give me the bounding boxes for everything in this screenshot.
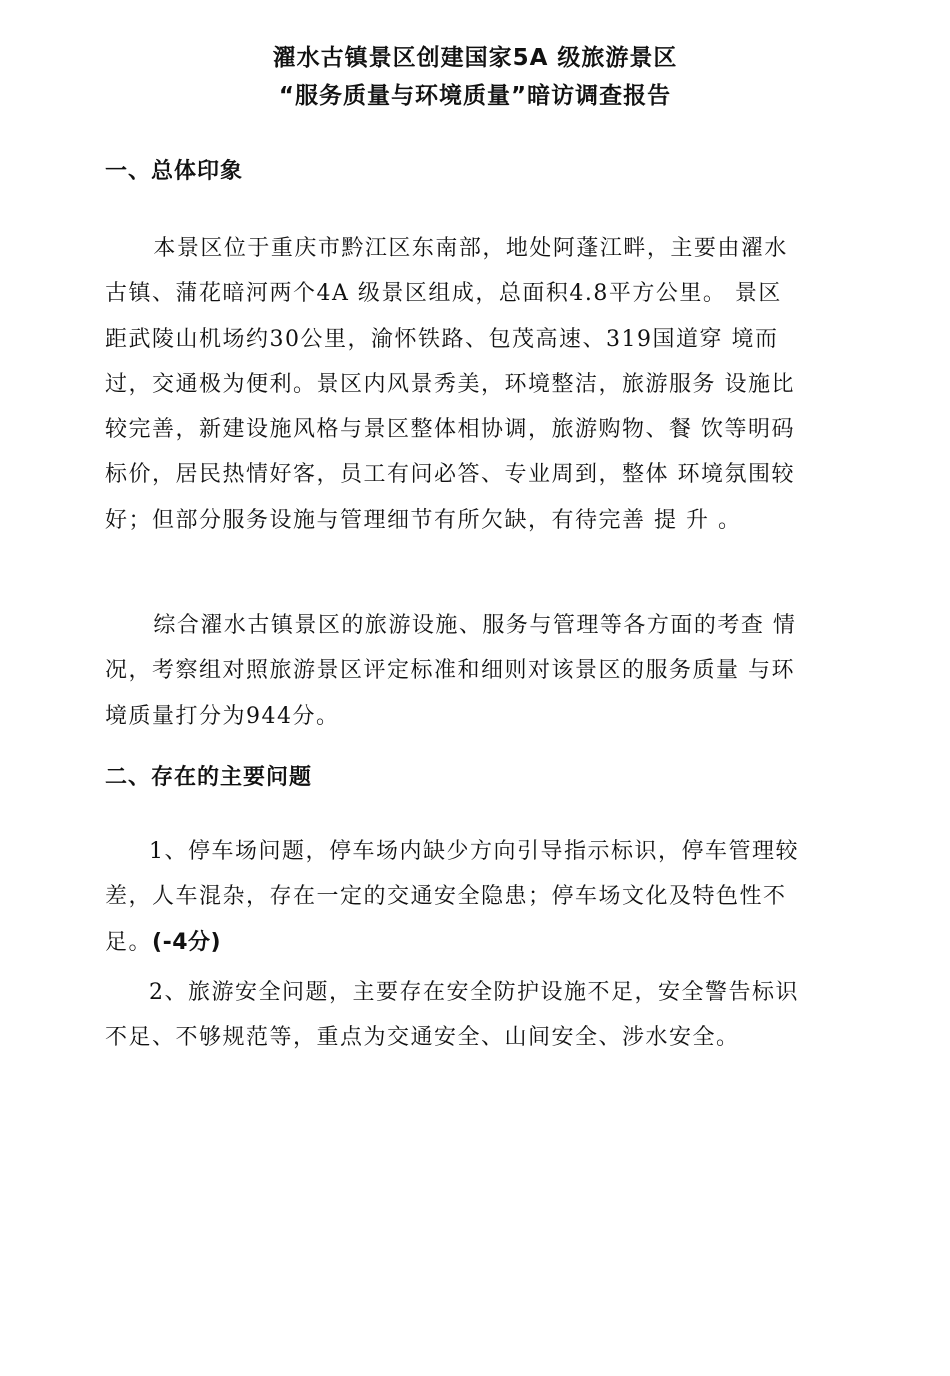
- section-heading-overall-impression: 一、总体印象: [105, 159, 244, 184]
- issue-item-safety: 2、旅游安全问题，主要存在安全防护设施不足，安全警告标识不足、不够规范等，重点为交通安全、山间安全、涉水安全。: [105, 980, 799, 1051]
- report-title-line-2: “服务质量与环境质量”暗访调查报告: [278, 83, 672, 109]
- overview-paragraph: 本景区位于重庆市黔江区东南部，地处阿蓬江畔，主要由濯水古镇、蒲花暗河两个4A 级景区组成，总面积4.8平方公里。 景区距武陵山机场约30公里，渝怀铁路、包茂高速、319国道穿 境而过，交通极为便利。景区内风景秀美，环境整洁，旅游服务 设施比较完善，新建设施风格与景区整体相协调，旅游购物、餐 饮等明码标价，居民热情好客，员工有问必答、专业周到，整体 环境氛围较好；但部分服务设施与管理细节有所欠缺，有待完善 提 升 。: [105, 236, 795, 533]
- deduction-badge: (-4分): [152, 929, 222, 955]
- score-summary-paragraph: 综合濯水古镇景区的旅游设施、服务与管理等各方面的考查 情况，考察组对照旅游景区评定标准和细则对该景区的服务质量 与环境质量打分为944分。: [105, 613, 797, 729]
- issue-item-parking: [105, 829, 805, 965]
- section-heading-main-problems: 二、存在的主要问题: [105, 765, 313, 790]
- issue-parking-text: 1、停车场问题，停车场内缺少方向引导指示标识，停车管理较差，人车混杂，存在一定的交通安全隐患；停车场文化及特色性不足。: [105, 839, 799, 955]
- report-title-line-1: 濯水古镇景区创建国家5A 级旅游景区: [272, 45, 678, 71]
